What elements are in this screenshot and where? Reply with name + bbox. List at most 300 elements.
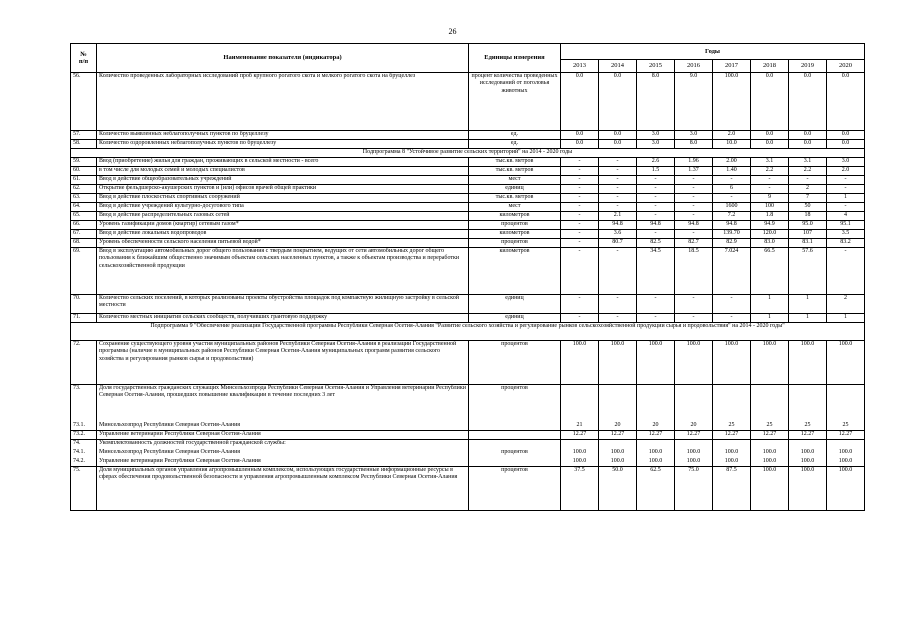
indicator-name: Минсельхозпрод Республики Северная Осетия-Алания	[97, 422, 469, 431]
year-value: -	[561, 212, 599, 221]
year-value: 95.1	[827, 221, 865, 230]
year-value: -	[637, 203, 675, 212]
year-value: -	[713, 176, 751, 185]
row-number: 70.	[71, 295, 97, 314]
table-row	[71, 458, 865, 467]
year-value: -	[599, 176, 637, 185]
year-value: -	[675, 314, 713, 323]
year-value: 3.1	[789, 158, 827, 167]
table-row	[71, 467, 865, 511]
year-value	[751, 385, 789, 422]
year-value: 20	[637, 422, 675, 431]
year-value: 8.0	[675, 140, 713, 149]
indicator-name: Управление ветеринарии Республики Северная Осетия-Алания	[97, 431, 469, 440]
indicator-name: Управление ветеринарии Республики Северная Осетия-Алания	[97, 458, 469, 467]
header-year: 2016	[675, 60, 713, 73]
year-value: 100.0	[789, 341, 827, 385]
year-value	[789, 440, 827, 449]
year-value: 2.0	[713, 131, 751, 140]
header-year: 2015	[637, 60, 675, 73]
year-value: -	[675, 176, 713, 185]
subprogram-header-row	[71, 149, 865, 158]
year-value: 1.5	[637, 167, 675, 176]
table-row	[71, 295, 865, 314]
year-value: -	[675, 295, 713, 314]
year-value: -	[561, 194, 599, 203]
year-value: -	[599, 295, 637, 314]
header-year: 2013	[561, 60, 599, 73]
table-row	[71, 230, 865, 239]
year-value: 100.0	[561, 449, 599, 458]
year-value: 12.27	[637, 431, 675, 440]
year-value: 100.0	[675, 449, 713, 458]
year-value: -	[827, 185, 865, 194]
year-value: -	[561, 230, 599, 239]
table-row	[71, 221, 865, 230]
indicator-name: Доля государственных гражданских служащих Минсельхозпрода Республики Северная Осетия-Алания и Управления ветеринарии Республики Северная Осетия-Алания, прошедших повышение квалификации в течение последних 3 лет	[97, 385, 469, 422]
year-value	[713, 385, 751, 422]
year-value: 100.0	[599, 458, 637, 467]
year-value: 3.5	[827, 230, 865, 239]
indicator-name: Уровень газификации домов (квартир) сетевым газом*	[97, 221, 469, 230]
indicator-name: Количество выявленных неблагополучных пунктов по бруцеллезу	[97, 131, 469, 140]
year-value: 100.0	[751, 467, 789, 511]
year-value: 21	[561, 422, 599, 431]
row-number: 56.	[71, 73, 97, 131]
indicator-name: Сохранение существующего уровня участия муниципальных районов Республики Северная Осетия-Алания в реализации Государственной программы (наличие в муниципальных районов Республики Северная Осетия-Алания муниципальных программ развития сельского хозяйства и регулирования рынков сырья и продовольствия)	[97, 341, 469, 385]
table-row	[71, 194, 865, 203]
header-num: № п/п	[71, 44, 97, 73]
year-value: 100.0	[713, 458, 751, 467]
indicator-name: Ввод (приобретение) жилья для граждан, проживающих в сельской местности - всего	[97, 158, 469, 167]
year-value: 1	[789, 295, 827, 314]
year-value: 0.0	[561, 131, 599, 140]
year-value: 66.5	[751, 248, 789, 295]
unit-cell: единиц	[469, 295, 561, 314]
year-value: 0.0	[827, 73, 865, 131]
year-value: 100.0	[637, 449, 675, 458]
table-row	[71, 176, 865, 185]
year-value: 12.27	[561, 431, 599, 440]
year-value: 2.0	[827, 167, 865, 176]
year-value: 94.8	[599, 221, 637, 230]
year-value: 9.0	[675, 73, 713, 131]
indicator-name: Укомплектованность должностей государственной гражданской службы:	[97, 440, 469, 449]
year-value	[827, 440, 865, 449]
year-value: -	[599, 314, 637, 323]
year-value: 12.27	[827, 431, 865, 440]
year-value: 34.5	[637, 248, 675, 295]
year-value: 87.5	[713, 467, 751, 511]
year-value: 83.1	[789, 239, 827, 248]
indicator-name: Открытие фельдшерско-акушерских пунктов и (или) офисов врачей общей практики	[97, 185, 469, 194]
year-value: -	[599, 194, 637, 203]
year-value: 100.0	[713, 341, 751, 385]
year-value: 94.8	[713, 221, 751, 230]
unit-cell	[469, 440, 561, 449]
indicator-name: Количество оздоровленных неблагополучных пунктов по бруцеллезу	[97, 140, 469, 149]
header-year: 2020	[827, 60, 865, 73]
indicator-name: Количество сельских поселений, в которых реализованы проекты обустройства площадок под компактную жилищную застройку в сельской местности	[97, 295, 469, 314]
year-value	[675, 385, 713, 422]
header-year: 2018	[751, 60, 789, 73]
indicators-table	[70, 43, 865, 511]
year-value: 0.0	[751, 131, 789, 140]
year-value: 1	[751, 295, 789, 314]
year-value	[675, 440, 713, 449]
year-value: 8.0	[637, 73, 675, 131]
year-value: 37.5	[561, 467, 599, 511]
year-value: 2	[827, 295, 865, 314]
year-value: 0.0	[561, 73, 599, 131]
indicator-name: Количество местных инициатив сельских сообществ, получивших грантовую поддержку	[97, 314, 469, 323]
table-row	[71, 140, 865, 149]
year-value: -	[751, 176, 789, 185]
row-number: 59.	[71, 158, 97, 167]
unit-cell: километров	[469, 230, 561, 239]
year-value: 12.27	[751, 431, 789, 440]
unit-cell: процентов	[469, 467, 561, 511]
year-value: 100.0	[827, 341, 865, 385]
row-number: 64.	[71, 203, 97, 212]
year-value: -	[561, 314, 599, 323]
year-value: 95.0	[789, 221, 827, 230]
unit-cell: процентов	[469, 385, 561, 422]
row-number: 69.	[71, 248, 97, 295]
year-value: 94.8	[637, 221, 675, 230]
unit-cell	[469, 458, 561, 467]
year-value: 80.7	[599, 239, 637, 248]
row-number: 61.	[71, 176, 97, 185]
year-value: 83.0	[751, 239, 789, 248]
row-number: 57.	[71, 131, 97, 140]
table-row	[71, 314, 865, 323]
year-value: -	[675, 212, 713, 221]
table-row	[71, 73, 865, 131]
year-value: 0.0	[599, 131, 637, 140]
year-value: -	[713, 194, 751, 203]
table-row	[71, 131, 865, 140]
year-value: 100.0	[561, 458, 599, 467]
year-value: 1	[789, 314, 827, 323]
unit-cell: тыс.кв. метров	[469, 167, 561, 176]
year-value: 82.7	[675, 239, 713, 248]
year-value: -	[637, 176, 675, 185]
row-number: 73.2.	[71, 431, 97, 440]
year-value: 9	[751, 194, 789, 203]
unit-cell: процент количества проведенных исследований от поголовья животных	[469, 73, 561, 131]
unit-cell: ед.	[469, 131, 561, 140]
year-value: 82.5	[637, 239, 675, 248]
year-value: 3.6	[599, 230, 637, 239]
indicator-name: Ввод в действие плоскостных спортивных сооружений	[97, 194, 469, 203]
subprogram-title: Подпрограмма 9 "Обеспечение реализации Государственной программы Республики Северная Осетия-Алания "Развитие сельского хозяйства и регулирование рынков сельскохозяйственной продукции сырья и продовольствия" на 2014 - 2020 годы"	[71, 323, 865, 341]
year-value: -	[599, 167, 637, 176]
year-value: 100.0	[599, 449, 637, 458]
year-value: -	[637, 212, 675, 221]
unit-cell: единиц	[469, 314, 561, 323]
row-number: 62.	[71, 185, 97, 194]
year-value	[827, 385, 865, 422]
year-value: 100.0	[599, 341, 637, 385]
year-value: 3.0	[827, 158, 865, 167]
year-value: 12.27	[789, 431, 827, 440]
unit-cell: процентов	[469, 341, 561, 385]
year-value: 82.9	[713, 239, 751, 248]
indicator-name: Доля муниципальных органов управления агропромышленным комплексом, использующих государственные информационные ресурсы в сферах обеспечения продовольственной безопасности и управления агропромышленным комплексом Республики Северная Осетия-Алания	[97, 467, 469, 511]
year-value: -	[561, 203, 599, 212]
year-value: 100.0	[637, 458, 675, 467]
year-value: 100	[751, 203, 789, 212]
row-number: 75.	[71, 467, 97, 511]
year-value: -	[561, 239, 599, 248]
year-value: 7.024	[713, 248, 751, 295]
year-value: 6	[713, 185, 751, 194]
year-value: -	[675, 203, 713, 212]
year-value: 25	[751, 422, 789, 431]
year-value: 100.0	[827, 467, 865, 511]
year-value: 18.5	[675, 248, 713, 295]
unit-cell: километров	[469, 248, 561, 295]
year-value	[599, 440, 637, 449]
unit-cell: тыс.кв. метров	[469, 158, 561, 167]
year-value	[713, 440, 751, 449]
year-value: 1.40	[713, 167, 751, 176]
page-number: 26	[448, 27, 457, 36]
year-value: 3.0	[675, 131, 713, 140]
year-value: 25	[827, 422, 865, 431]
year-value	[637, 385, 675, 422]
row-number: 74.	[71, 440, 97, 449]
year-value: 3.0	[637, 131, 675, 140]
row-number: 72.	[71, 341, 97, 385]
year-value: 100.0	[713, 449, 751, 458]
year-value: -	[637, 230, 675, 239]
table-row	[71, 440, 865, 449]
year-value: 57.6	[789, 248, 827, 295]
unit-cell: процентов	[469, 221, 561, 230]
year-value: 50.0	[599, 467, 637, 511]
table-header	[71, 44, 865, 73]
year-value: -	[561, 158, 599, 167]
year-value: 1.37	[675, 167, 713, 176]
year-value	[789, 385, 827, 422]
indicator-name: Уровень обеспеченности сельского населения питьевой водой*	[97, 239, 469, 248]
year-value: 7.2	[713, 212, 751, 221]
row-number: 65.	[71, 212, 97, 221]
year-value: 0.0	[827, 131, 865, 140]
year-value: 1.96	[675, 158, 713, 167]
year-value	[751, 440, 789, 449]
year-value: -	[637, 185, 675, 194]
year-value: 100.0	[789, 449, 827, 458]
year-value: -	[561, 248, 599, 295]
year-value: 94.9	[751, 221, 789, 230]
year-value: 100.0	[789, 467, 827, 511]
row-number: 63.	[71, 194, 97, 203]
year-value	[561, 440, 599, 449]
year-value	[637, 440, 675, 449]
unit-cell: мест	[469, 203, 561, 212]
year-value: 12.27	[675, 431, 713, 440]
subprogram-title: Подпрограмма 8 "Устойчивое развитие сельских территорий" на 2014 - 2020 годы	[71, 149, 865, 158]
indicator-name: Минсельхозпрод Республики Северная Осетия-Алания	[97, 449, 469, 458]
year-value: 62.5	[637, 467, 675, 511]
row-number: 71.	[71, 314, 97, 323]
row-number: 67.	[71, 230, 97, 239]
year-value: 0.0	[599, 73, 637, 131]
year-value: 50	[789, 203, 827, 212]
row-number: 66.	[71, 221, 97, 230]
year-value: 18	[789, 212, 827, 221]
year-value: 100.0	[637, 341, 675, 385]
year-value: 0.0	[561, 140, 599, 149]
year-value	[599, 385, 637, 422]
row-number: 60.	[71, 167, 97, 176]
year-value: 2.6	[637, 158, 675, 167]
year-value: 139.70	[713, 230, 751, 239]
unit-cell: тыс.кв. метров	[469, 194, 561, 203]
year-value: -	[599, 158, 637, 167]
indicator-name: Ввод в действие общеобразовательных учреждений	[97, 176, 469, 185]
year-value: -	[599, 203, 637, 212]
year-value: -	[827, 248, 865, 295]
table-row	[71, 203, 865, 212]
row-number: 68.	[71, 239, 97, 248]
year-value: 100.0	[827, 458, 865, 467]
table-row	[71, 422, 865, 431]
row-number: 74.1.	[71, 449, 97, 458]
year-value: -	[637, 295, 675, 314]
year-value: 94.8	[675, 221, 713, 230]
year-value: -	[561, 185, 599, 194]
year-value: 0.0	[789, 140, 827, 149]
year-value: 7	[789, 194, 827, 203]
year-value: 120.0	[751, 230, 789, 239]
year-value: -	[789, 176, 827, 185]
year-value: 2	[789, 185, 827, 194]
year-value: -	[561, 176, 599, 185]
row-number: 74.2.	[71, 458, 97, 467]
subprogram-header-row	[71, 323, 865, 341]
year-value: -	[827, 203, 865, 212]
indicator-name: Ввод в действие распределительных газовых сетей	[97, 212, 469, 221]
table-row	[71, 449, 865, 458]
year-value: 0.0	[789, 73, 827, 131]
unit-cell: мест	[469, 176, 561, 185]
unit-cell: единиц	[469, 185, 561, 194]
table-row	[71, 341, 865, 385]
table-row	[71, 212, 865, 221]
year-value: 12.27	[713, 431, 751, 440]
year-value: 100.0	[827, 449, 865, 458]
year-value: -	[637, 314, 675, 323]
year-value: 0.0	[827, 140, 865, 149]
year-value: 0.0	[751, 73, 789, 131]
unit-cell: ед.	[469, 140, 561, 149]
year-value: 1	[827, 194, 865, 203]
year-value: 1	[827, 314, 865, 323]
year-value: 100.0	[751, 458, 789, 467]
year-value: 83.2	[827, 239, 865, 248]
year-value: 1.8	[751, 212, 789, 221]
year-value: 100.0	[675, 458, 713, 467]
indicator-name: Количество проведенных лабораторных исследований проб крупного рогатого скота и мелкого рогатого скота на бруцеллез	[97, 73, 469, 131]
year-value: 100.0	[789, 458, 827, 467]
year-value: -	[675, 230, 713, 239]
row-number: 58.	[71, 140, 97, 149]
table-row	[71, 239, 865, 248]
header-year: 2017	[713, 60, 751, 73]
year-value: 20	[599, 422, 637, 431]
header-years-label: Годы	[561, 44, 865, 60]
year-value	[561, 385, 599, 422]
table-row	[71, 158, 865, 167]
table-row	[71, 185, 865, 194]
year-value: -	[599, 248, 637, 295]
year-value: 75.0	[675, 467, 713, 511]
year-value: 20	[675, 422, 713, 431]
year-value: -	[827, 176, 865, 185]
year-value: -	[561, 167, 599, 176]
year-value: 0.0	[751, 140, 789, 149]
year-value: 12.27	[599, 431, 637, 440]
unit-cell: процентов	[469, 449, 561, 458]
unit-cell	[469, 422, 561, 431]
header-name: Наименование показателя (индикатора)	[97, 44, 469, 73]
year-value: -	[675, 194, 713, 203]
year-value: 100.0	[713, 73, 751, 131]
header-year: 2019	[789, 60, 827, 73]
table-row	[71, 385, 865, 422]
year-value: 100.0	[675, 341, 713, 385]
year-value: -	[561, 295, 599, 314]
table-body	[71, 73, 865, 511]
year-value: -	[713, 314, 751, 323]
year-value: 100.0	[751, 341, 789, 385]
table-row	[71, 431, 865, 440]
year-value: -	[561, 221, 599, 230]
year-value: 25	[789, 422, 827, 431]
table-row	[71, 248, 865, 295]
indicator-name: Ввод в эксплуатацию автомобильных дорог общего пользования с твердым покрытием, ведущих от сети автомобильных дорог общего пользования к ближайшим общественно значимым объектам сельских населенных пунктов, а также к объектам производства и переработки сельскохозяйственной продукции	[97, 248, 469, 295]
header-year: 2014	[599, 60, 637, 73]
unit-cell	[469, 431, 561, 440]
year-value: -	[751, 185, 789, 194]
year-value: 100.0	[751, 449, 789, 458]
row-number: 73.1.	[71, 422, 97, 431]
year-value: 2.2	[789, 167, 827, 176]
year-value: 3.0	[637, 140, 675, 149]
year-value: 1	[751, 314, 789, 323]
row-number: 73.	[71, 385, 97, 422]
indicator-name: Ввод в действие локальных водопроводов	[97, 230, 469, 239]
year-value: 10.0	[713, 140, 751, 149]
indicator-name: Ввод в действие учреждений культурно-досугового типа	[97, 203, 469, 212]
year-value: -	[637, 194, 675, 203]
year-value: 2.2	[751, 167, 789, 176]
year-value: -	[599, 185, 637, 194]
table-row	[71, 167, 865, 176]
year-value: 0.0	[599, 140, 637, 149]
year-value: 100.0	[561, 341, 599, 385]
year-value: 2.00	[713, 158, 751, 167]
year-value: -	[713, 295, 751, 314]
year-value: 4	[827, 212, 865, 221]
unit-cell: процентов	[469, 239, 561, 248]
year-value: 2.1	[599, 212, 637, 221]
year-value: 3.1	[751, 158, 789, 167]
